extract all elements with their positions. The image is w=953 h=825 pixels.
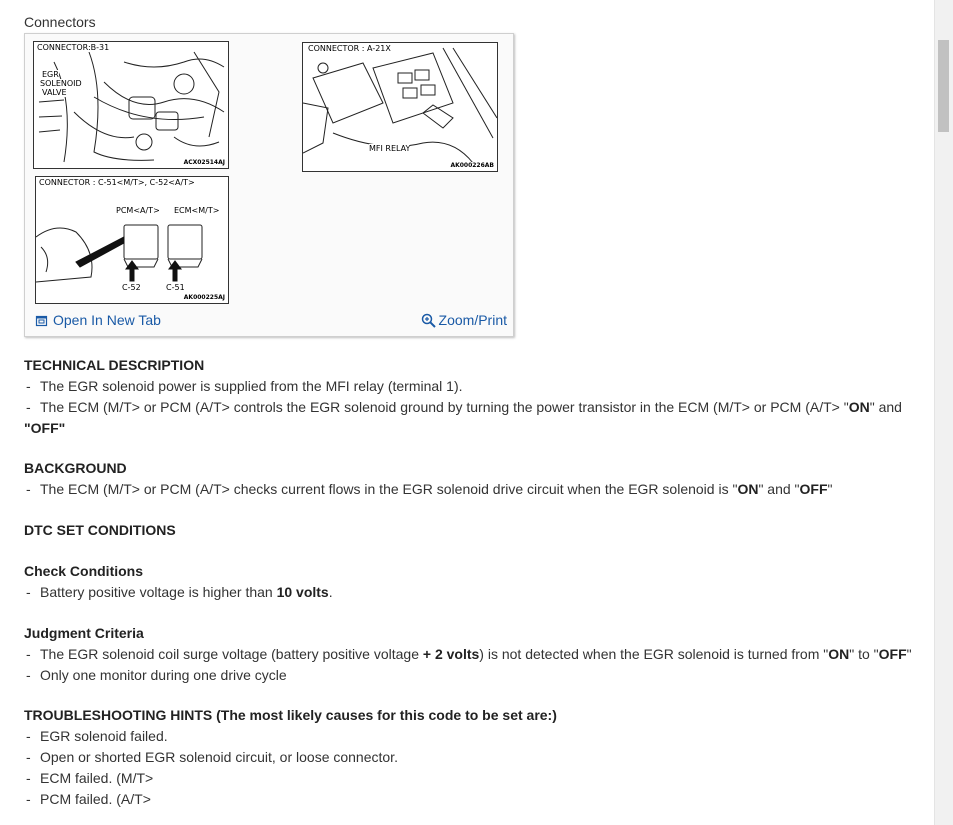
b31-callout-1: EGR xyxy=(42,70,59,79)
judgment-line-2: - Only one monitor during one drive cycle xyxy=(26,667,287,683)
troubleshooting-hints-section xyxy=(24,705,914,810)
connector-figure xyxy=(24,33,514,337)
a21x-title: CONNECTOR : A-21X xyxy=(308,44,391,53)
background-heading: BACKGROUND xyxy=(24,460,127,476)
list-item: - Open or shorted EGR solenoid circuit, or loose connector. xyxy=(26,749,398,765)
tech-line-1: - The EGR solenoid power is supplied from the MFI relay (terminal 1). xyxy=(26,378,463,394)
list-item: - ECM failed. (M/T> xyxy=(26,770,154,786)
tech-line-2-cont: "OFF" xyxy=(24,420,66,436)
check-conditions-section xyxy=(24,561,914,603)
c51-code: AK000225AJ xyxy=(183,294,225,301)
judgment-criteria-section xyxy=(24,623,914,686)
judgment-criteria-heading: Judgment Criteria xyxy=(24,625,144,641)
list-item: - PCM failed. (A/T> xyxy=(26,791,151,807)
check-conditions-heading: Check Conditions xyxy=(24,563,144,579)
b31-callout-2: SOLENOID xyxy=(40,79,82,88)
background-line-1: - The ECM (M/T> or PCM (A/T> checks current flows in the EGR solenoid drive circuit when the EGR solenoid is "ON" and "OFF" xyxy=(26,481,833,497)
check-line-1: - Battery positive voltage is higher than 10 volts. xyxy=(26,584,333,600)
scrollbar-thumb[interactable] xyxy=(938,40,949,132)
a21x-callout: MFI RELAY xyxy=(369,144,411,153)
engine-bay-illustration xyxy=(34,42,228,168)
b31-callout-3: VALVE xyxy=(42,88,67,97)
dtc-section xyxy=(24,520,914,541)
figure-links xyxy=(35,312,507,332)
c51-label: C-51 xyxy=(166,283,185,292)
zoom-print-label: Zoom/Print xyxy=(438,312,507,328)
b31-code: ACX02514AJ xyxy=(183,159,225,166)
connector-c51-diagram xyxy=(35,176,229,304)
dtc-heading: DTC SET CONDITIONS xyxy=(24,522,176,538)
connectors-label: Connectors xyxy=(24,14,96,30)
judgment-line-1: - The EGR solenoid coil surge voltage (battery positive voltage + 2 volts) is not detected when the EGR solenoid is turned from "ON" to "OFF" xyxy=(26,646,912,662)
connector-b31-diagram xyxy=(33,41,229,169)
tech-line-2: - The ECM (M/T> or PCM (A/T> controls the EGR solenoid ground by turning the power transistor in the ECM (M/T> or PCM (A/T> "ON" and xyxy=(26,399,902,415)
open-tab-icon xyxy=(35,314,48,327)
background-section xyxy=(24,458,914,500)
b31-title: CONNECTOR:B-31 xyxy=(37,43,110,52)
zoom-icon xyxy=(421,313,436,328)
ecm-label: ECM<M/T> xyxy=(174,206,220,215)
pcm-label: PCM<A/T> xyxy=(116,206,160,215)
vertical-scrollbar[interactable] xyxy=(934,0,953,825)
list-item: - EGR solenoid failed. xyxy=(26,728,168,744)
open-new-tab-link[interactable] xyxy=(35,312,161,328)
zoom-print-link[interactable] xyxy=(421,312,507,328)
c51-title: CONNECTOR : C-51<M/T>, C-52<A/T> xyxy=(39,178,195,187)
troubleshooting-hints-heading: TROUBLESHOOTING HINTS (The most likely causes for this code to be set are:) xyxy=(24,707,557,723)
connector-a21x-diagram xyxy=(302,42,498,172)
technical-description-section xyxy=(24,355,914,439)
c52-label: C-52 xyxy=(122,283,141,292)
technical-description-heading: TECHNICAL DESCRIPTION xyxy=(24,357,205,373)
a21x-code: AK000226AB xyxy=(450,162,494,169)
open-new-tab-label: Open In New Tab xyxy=(53,312,161,328)
